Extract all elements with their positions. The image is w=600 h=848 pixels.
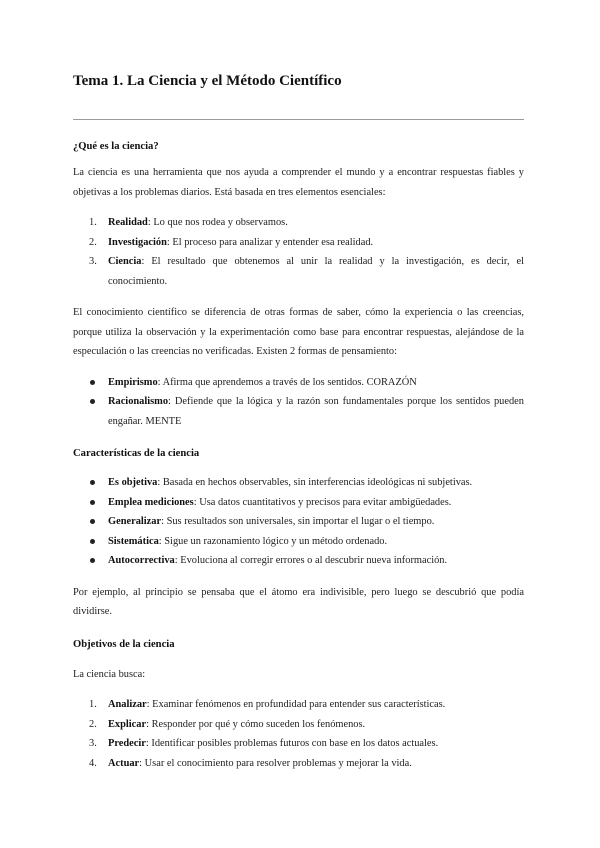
list-item: Autocorrectiva: Evoluciona al corregir errores o al descubrir nueva información. <box>73 551 524 571</box>
objectives-intro: La ciencia busca: <box>73 668 146 680</box>
list-item: 4. Actuar: Usar el conocimiento para resolver problemas y mejorar la vida. <box>89 757 412 769</box>
bullet-icon <box>90 519 95 524</box>
objectives-list <box>73 695 524 773</box>
list-item: 1. Analizar: Examinar fenómenos en profundidad para entender sus características. <box>89 699 446 710</box>
list-item: 3. Predecir: Identificar posibles problemas futuros con base en los datos actuales. <box>89 738 439 749</box>
bullet-icon <box>90 480 95 485</box>
bullet-icon <box>90 399 95 404</box>
list-item: 2. Investigación: El proceso para analizar y entender esa realidad. <box>89 236 374 248</box>
bullet-icon <box>90 380 95 385</box>
list-item: Sistemática: Sigue un razonamiento lógico y un método ordenado. <box>73 532 524 552</box>
section-heading-characteristics: Características de la ciencia <box>73 448 200 459</box>
list-item: Emplea mediciones: Usa datos cuantitativos y precisos para evitar ambigüedades. <box>73 493 524 513</box>
list-item: Empirismo: Afirma que aprendemos a través de los sentidos. CORAZÓN <box>73 373 524 393</box>
example-paragraph: Por ejemplo, al principio se pensaba que el átomo era indivisible, pero luego se descubrió que podía dividirse. <box>73 586 524 617</box>
thought-forms-list <box>73 373 524 432</box>
section-intro-paragraph: La ciencia es una herramienta que nos ayuda a comprender el mundo y a encontrar respuestas fiables y objetivas a los problemas diarios. Está basada en tres elementos esenciales: <box>73 167 524 198</box>
list-item: Racionalismo: Defiende que la lógica y la razón son fundamentales porque los sentidos pueden engañar. MENTE <box>73 392 524 431</box>
bullet-icon <box>90 558 95 563</box>
section-heading-objectives: Objetivos de la ciencia <box>73 638 175 650</box>
list-item: 2. Explicar: Responder por qué y cómo suceden los fenómenos. <box>89 718 366 730</box>
bullet-icon <box>90 539 95 544</box>
elements-list <box>73 213 524 291</box>
characteristics-list <box>73 473 524 571</box>
list-item: Generalizar: Sus resultados son universales, sin importar el lugar o el tiempo. <box>73 512 524 532</box>
list-item: Es objetiva: Basada en hechos observables, sin interferencias ideológicas ni subjetivas. <box>73 473 524 493</box>
section-heading-what-is-science: ¿Qué es la ciencia? <box>73 141 159 152</box>
list-item: 1. Realidad: Lo que nos rodea y observamos. <box>89 217 288 228</box>
bullet-icon <box>90 500 95 505</box>
page-title: Tema 1. La Ciencia y el Método Científico <box>73 73 342 89</box>
list-item: 3. Ciencia: El resultado que obtenemos al unir la realidad y la investigación, es decir, el conocimiento. <box>89 256 524 287</box>
knowledge-paragraph: El conocimiento científico se diferencia de otras formas de saber, cómo la experiencia o las creencias, porque utiliza la observación y la experimentación como base para encontrar respuestas, alejándose de la especulación o las creencias no verificadas. Existen 2 formas de pensamiento: <box>73 307 524 357</box>
title-divider <box>73 119 524 120</box>
